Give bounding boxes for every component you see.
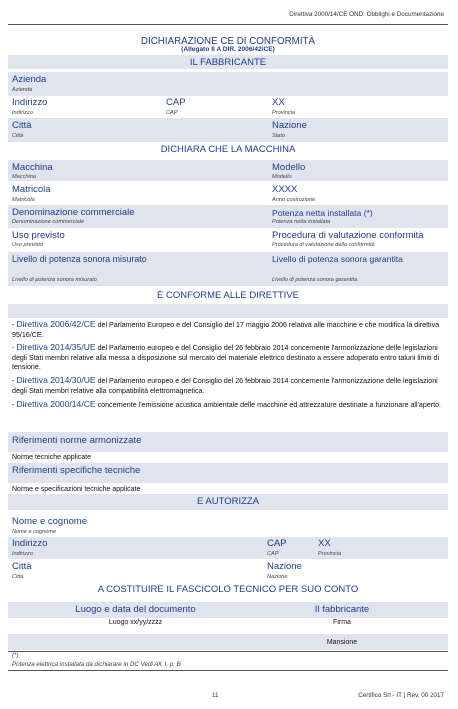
auth-provincia-value: XX — [318, 538, 331, 549]
citta-label: Città — [12, 120, 32, 131]
document-reference: Direttiva 2000/14/CE OND: Obblighi e Documentazione — [289, 11, 444, 18]
macchina-label: Macchina — [12, 162, 53, 173]
document-title: DICHIARAZIONE CE DI CONFORMITÀ — [140, 36, 316, 47]
header-divider — [8, 24, 448, 25]
directive-item-2014-30 — [12, 376, 444, 396]
indirizzo-caption: Indirizzo — [12, 110, 33, 116]
azienda-caption: Azienda — [12, 87, 33, 93]
directive-bullet: - — [12, 344, 17, 352]
macchina-row — [8, 160, 448, 181]
directive-link[interactable]: Direttiva 2006/42/CE — [16, 319, 96, 329]
directive-item-2000-14 — [12, 400, 444, 411]
auth-indirizzo-label: Indirizzo — [12, 538, 48, 549]
norme-value: Norme tecniche applicate — [12, 454, 91, 461]
directive-text: concernente l'emissione acustica ambientale delle macchine ed attrezzature destinate a funzionare all'aperto. — [95, 401, 442, 409]
livello-garantito-label: Livello di potenza sonora garantita — [272, 254, 403, 264]
auth-cap-label: CAP — [267, 538, 287, 549]
anno-value: XXXX — [272, 184, 298, 195]
specifiche-label: Riferimenti specifiche tecniche — [12, 465, 141, 476]
uso-label: Uso previsto — [12, 230, 65, 241]
livello-misurato-caption: Livello di potenza sonora misurato — [12, 277, 97, 283]
footnote-bottom-divider — [8, 670, 448, 671]
footer-revision: Certifico Srl - IT | Rev. 00 2017 — [358, 692, 444, 699]
luogo-value: Luogo xx/yy/zzzz — [108, 619, 163, 626]
modello-label: Modello — [272, 162, 306, 173]
document-subtitle: (Allegato II A DIR. 2006/42/CE) — [181, 46, 275, 53]
nome-label: Nome e cognome — [12, 516, 87, 527]
directive-bullet: - — [12, 401, 17, 409]
directive-bullet: - — [12, 377, 17, 385]
directives-section-title: È CONFORME ALLE DIRETTIVE — [157, 290, 299, 301]
azienda-label: Azienda — [12, 74, 47, 85]
provincia-caption: Provincia — [272, 110, 296, 116]
indirizzo-label: Indirizzo — [12, 97, 48, 108]
manufacturer-section-title: IL FABBRICANTE — [189, 57, 267, 68]
provincia-value: XX — [272, 97, 285, 108]
cap-label: CAP — [166, 97, 186, 108]
directives-spacer-band — [8, 304, 448, 318]
nome-caption: Nome e cognome — [12, 529, 57, 535]
auth-nazione-caption: Nazione — [267, 574, 288, 580]
auth-citta-caption: Città — [12, 574, 24, 580]
directive-text: del Parlamento Europeo e del Consiglio del 17 maggio 2006 relativa alle macchine e che modifica la direttiva 95/16/CE. — [12, 321, 440, 339]
directive-item-2006-42 — [12, 320, 444, 340]
firma-value: Firma — [333, 619, 351, 626]
citta-caption: Città — [12, 133, 24, 139]
fabbricante-label: Il fabbricante — [314, 604, 370, 615]
macchina-caption: Macchina — [12, 174, 36, 180]
page-number: 11 — [212, 692, 219, 699]
directive-link[interactable]: Direttiva 2000/14/CE — [16, 399, 96, 409]
azienda-row — [8, 72, 448, 96]
uso-caption: Uso previsto — [12, 242, 44, 248]
denominazione-caption: Denominazione commerciale — [12, 219, 85, 225]
authorized-section-title: E AUTORIZZA — [196, 496, 260, 507]
cap-caption: CAP — [166, 110, 178, 116]
matricola-label: Matricola — [12, 184, 51, 195]
matricola-caption: Matricola — [12, 197, 35, 203]
potenza-label: Potenza netta installata (*) — [272, 208, 373, 218]
norme-label: Riferimenti norme armonizzate — [12, 435, 142, 446]
directive-link[interactable]: Direttiva 2014/30/UE — [16, 375, 96, 385]
auth-nazione-label: Nazione — [267, 561, 302, 572]
auth-cap-caption: CAP — [267, 551, 279, 557]
modello-caption: Modello — [272, 174, 292, 180]
auth-provincia-caption: Provincia — [318, 551, 342, 557]
citta-row — [8, 118, 448, 142]
machine-section-title: DICHIARA CHE LA MACCHINA — [160, 144, 296, 155]
directive-bullet: - — [12, 321, 17, 329]
livello-misurato-label: Livello di potenza sonora misurato — [12, 254, 147, 264]
footnote-text: Potenza elettrica installata da dichiarare in DC Vedi All. I, p. B — [12, 661, 181, 668]
dossier-section-title: A COSTITUIRE IL FASCICOLO TECNICO PER SUO CONTO — [97, 584, 359, 595]
mansione-value: Mansione — [326, 639, 358, 646]
anno-caption: Anno costruzione — [272, 197, 316, 203]
stato-caption: Stato — [272, 133, 286, 139]
procedura-caption: Procedura di valutazione della conformità — [272, 242, 375, 248]
directive-text: del Parlamento europeo e del Consiglio del 26 febbraio 2014 concernente l'armonizzazione delle legislazioni degli Stati membri relative alla compatibilità elettromagnetica. — [12, 377, 438, 395]
auth-citta-label: Città — [12, 561, 32, 572]
directive-link[interactable]: Direttiva 2014/35/UE — [16, 342, 96, 352]
specifiche-value: Norme e specificazioni tecniche applicate — [12, 486, 141, 493]
procedura-label: Procedura di valutazione conformità — [272, 230, 424, 241]
directive-item-2014-35 — [12, 343, 444, 373]
auth-indirizzo-row — [8, 537, 448, 559]
footnote-mark: (*) — [12, 652, 19, 659]
auth-indirizzo-caption: Indirizzo — [12, 551, 33, 557]
luogo-label: Luogo e data del documento — [75, 604, 196, 615]
directive-text: del Parlamento europeo e del Consiglio del 26 febbraio 2014 concernente l'armonizzazione delle legislazioni degli Stati membri relative alla messa a disposizione sul mercato del materiale elettrico destinato a essere adoperato entro taluni limiti di tensione. — [12, 344, 440, 372]
footnote-divider — [8, 651, 448, 652]
nazione-label: Nazione — [272, 120, 307, 131]
potenza-caption: Potenza netta installata — [272, 219, 331, 225]
livello-garantito-caption: Livello di potenza sonora garantita — [272, 277, 358, 283]
denominazione-label: Denominazione commerciale — [12, 207, 135, 218]
